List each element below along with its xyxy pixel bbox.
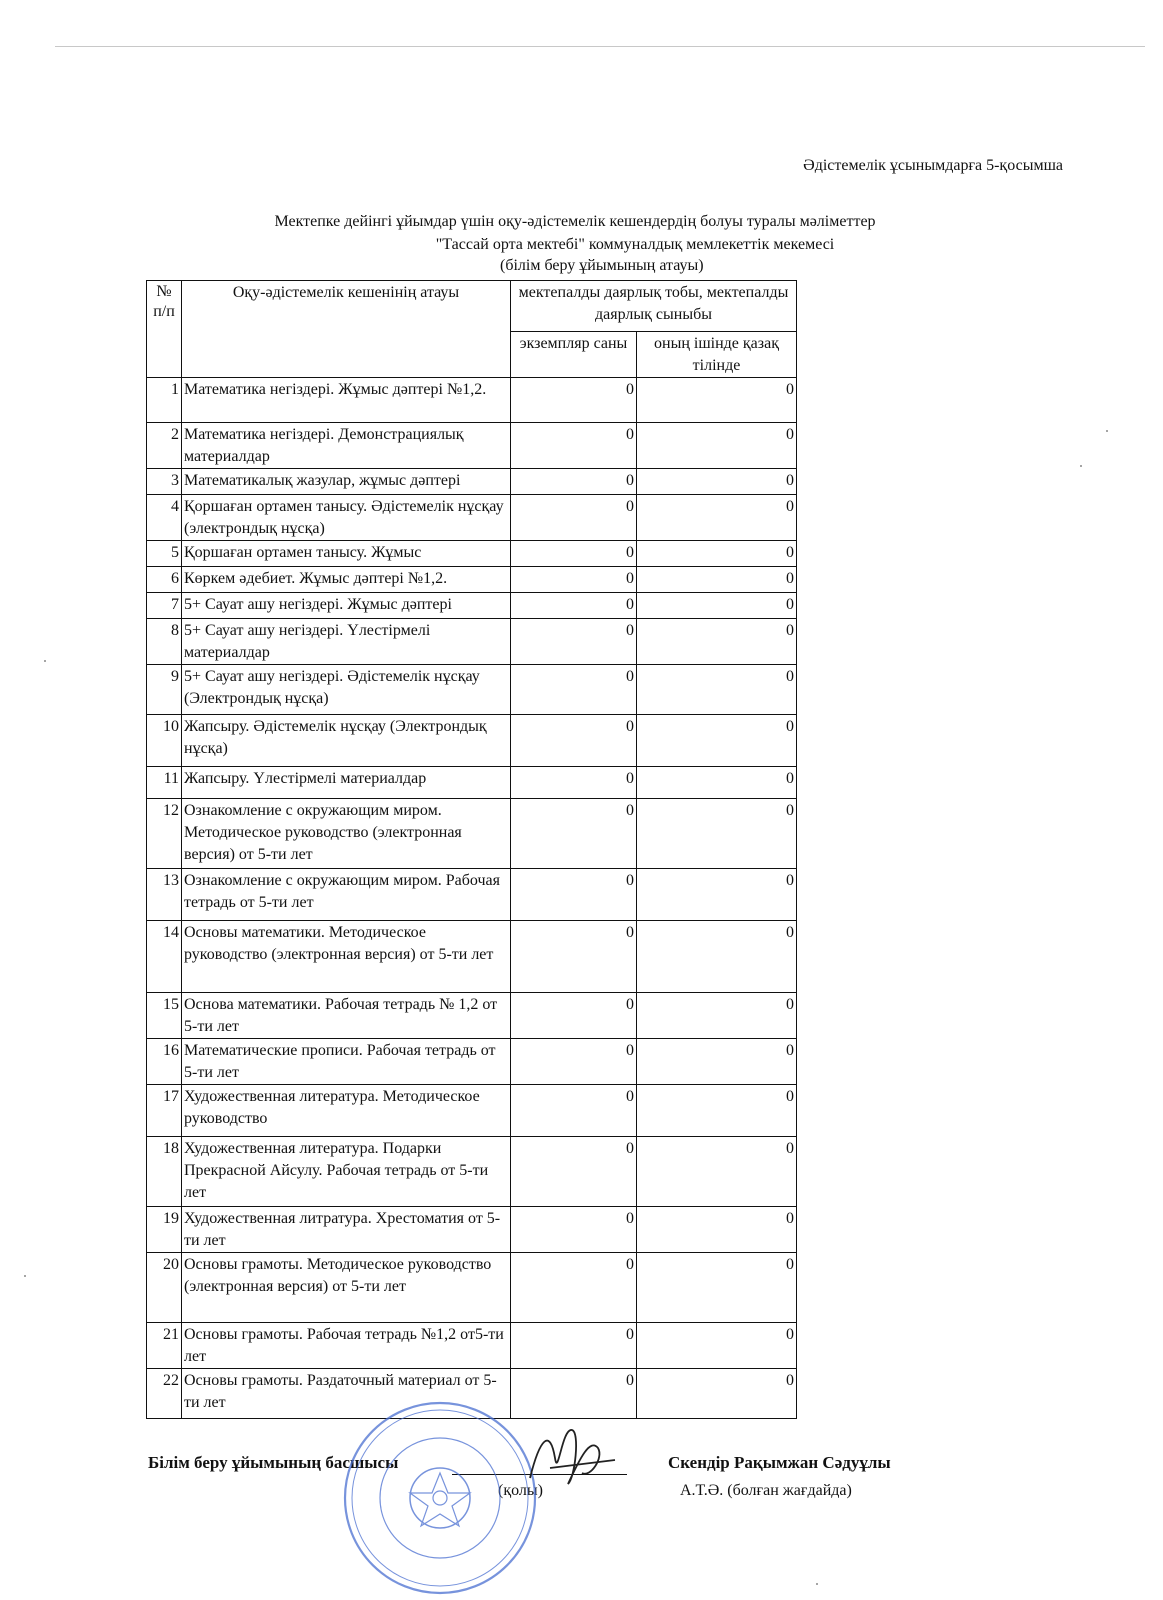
scan-speck bbox=[24, 1275, 26, 1277]
material-name: Основы грамоты. Рабочая тетрадь №1,2 от5-ти лет bbox=[182, 1323, 511, 1369]
material-name: Математикалық жазулар, жұмыс дәптері bbox=[182, 469, 511, 495]
kazakh-count: 0 bbox=[637, 767, 797, 799]
copies-count: 0 bbox=[511, 1085, 637, 1137]
scan-speck bbox=[1080, 465, 1082, 467]
kazakh-count: 0 bbox=[637, 1253, 797, 1323]
kazakh-count: 0 bbox=[637, 378, 797, 423]
material-name: Математика негіздері. Демонстрациялық материалдар bbox=[182, 423, 511, 469]
copies-count: 0 bbox=[511, 469, 637, 495]
material-name: Ознакомление с окружающим миром. Методическое руководство (электронная версия) от 5-ти лет bbox=[182, 799, 511, 869]
table-row bbox=[147, 1039, 797, 1085]
row-number: 8 bbox=[147, 619, 182, 665]
head-of-organization-label: Білім беру ұйымының басшысы bbox=[148, 1453, 399, 1472]
table-row bbox=[147, 921, 797, 993]
copies-count: 0 bbox=[511, 993, 637, 1039]
copies-count: 0 bbox=[511, 1039, 637, 1085]
table-row bbox=[147, 767, 797, 799]
copies-count: 0 bbox=[511, 715, 637, 767]
copies-count: 0 bbox=[511, 423, 637, 469]
material-name: 5+ Сауат ашу негіздері. Әдістемелік нұсқау (Электрондық нұсқа) bbox=[182, 665, 511, 715]
title-line-2: "Тассай орта мектебі" коммуналдық мемлекеттік мекемесі bbox=[435, 236, 835, 253]
material-name: Художественная литература. Методическое руководство bbox=[182, 1085, 511, 1137]
table-row bbox=[147, 1207, 797, 1253]
table-row bbox=[147, 378, 797, 423]
table-row bbox=[147, 1323, 797, 1369]
row-number: 6 bbox=[147, 567, 182, 593]
scan-speck bbox=[1106, 430, 1108, 432]
row-number: 19 bbox=[147, 1207, 182, 1253]
copies-count: 0 bbox=[511, 799, 637, 869]
table-row bbox=[147, 619, 797, 665]
table-row bbox=[147, 1137, 797, 1207]
kazakh-count: 0 bbox=[637, 541, 797, 567]
row-number: 5 bbox=[147, 541, 182, 567]
table-row bbox=[147, 541, 797, 567]
copies-count: 0 bbox=[511, 541, 637, 567]
row-number: 16 bbox=[147, 1039, 182, 1085]
material-name: Математические прописи. Рабочая тетрадь от 5-ти лет bbox=[182, 1039, 511, 1085]
copies-count: 0 bbox=[511, 567, 637, 593]
material-name: Қоршаған ортамен танысу. Жұмыс bbox=[182, 541, 511, 567]
handwritten-signature bbox=[520, 1418, 620, 1498]
material-name: Основы грамоты. Методическое руководство (электронная версия) от 5-ти лет bbox=[182, 1253, 511, 1323]
column-header-number: № п/п bbox=[147, 281, 182, 378]
kazakh-count: 0 bbox=[637, 715, 797, 767]
row-number: 13 bbox=[147, 869, 182, 921]
scan-speck bbox=[816, 1583, 818, 1585]
material-name: Математика негіздері. Жұмыс дәптері №1,2. bbox=[182, 378, 511, 423]
copies-count: 0 bbox=[511, 767, 637, 799]
copies-count: 0 bbox=[511, 921, 637, 993]
copies-count: 0 bbox=[511, 1323, 637, 1369]
row-number: 20 bbox=[147, 1253, 182, 1323]
row-number: 14 bbox=[147, 921, 182, 993]
table-row bbox=[147, 593, 797, 619]
kazakh-count: 0 bbox=[637, 1039, 797, 1085]
copies-count: 0 bbox=[511, 619, 637, 665]
copies-count: 0 bbox=[511, 378, 637, 423]
kazakh-count: 0 bbox=[637, 423, 797, 469]
table-row bbox=[147, 665, 797, 715]
copies-count: 0 bbox=[511, 1207, 637, 1253]
kazakh-count: 0 bbox=[637, 1085, 797, 1137]
table-row bbox=[147, 1085, 797, 1137]
material-name: Жапсыру. Әдістемелік нұсқау (Электрондық нұсқа) bbox=[182, 715, 511, 767]
kazakh-count: 0 bbox=[637, 619, 797, 665]
material-name: Основа математики. Рабочая тетрадь № 1,2 от 5-ти лет bbox=[182, 993, 511, 1039]
material-name: Основы математики. Методическое руководство (электронная версия) от 5-ти лет bbox=[182, 921, 511, 993]
material-name: 5+ Сауат ашу негіздері. Жұмыс дәптері bbox=[182, 593, 511, 619]
textbook-table bbox=[146, 280, 797, 1419]
kazakh-count: 0 bbox=[637, 469, 797, 495]
copies-count: 0 bbox=[511, 869, 637, 921]
copies-count: 0 bbox=[511, 1253, 637, 1323]
title-line-1: Мектепке дейінгі ұйымдар үшін оқу-әдістемелік кешендердің болуы туралы мәліметтер bbox=[274, 213, 876, 230]
table-row bbox=[147, 495, 797, 541]
row-number: 15 bbox=[147, 993, 182, 1039]
material-name: Көркем әдебиет. Жұмыс дәптері №1,2. bbox=[182, 567, 511, 593]
document-title bbox=[145, 210, 1005, 256]
kazakh-count: 0 bbox=[637, 665, 797, 715]
copies-count: 0 bbox=[511, 495, 637, 541]
organization-note: (білім беру ұйымының атауы) bbox=[500, 257, 704, 274]
kazakh-count: 0 bbox=[637, 993, 797, 1039]
kazakh-count: 0 bbox=[637, 869, 797, 921]
kazakh-count: 0 bbox=[637, 799, 797, 869]
kazakh-count: 0 bbox=[637, 567, 797, 593]
kazakh-count: 0 bbox=[637, 495, 797, 541]
head-name: Скендір Рақымжан Сәдуұлы bbox=[668, 1453, 891, 1472]
copies-count: 0 bbox=[511, 1137, 637, 1207]
row-number: 11 bbox=[147, 767, 182, 799]
column-header-copies: экземпляр саны bbox=[511, 332, 637, 378]
table-row bbox=[147, 715, 797, 767]
row-number: 10 bbox=[147, 715, 182, 767]
row-number: 4 bbox=[147, 495, 182, 541]
material-name: Художественная литература. Подарки Прекрасной Айсулу. Рабочая тетрадь от 5-ти лет bbox=[182, 1137, 511, 1207]
material-name: Художественная литратура. Хрестоматия от 5-ти лет bbox=[182, 1207, 511, 1253]
scan-speck bbox=[44, 660, 46, 662]
table-row bbox=[147, 423, 797, 469]
name-note: А.Т.Ә. (болған жағдайда) bbox=[680, 1482, 852, 1499]
signature-label: (қолы) bbox=[498, 1482, 543, 1499]
copies-count: 0 bbox=[511, 665, 637, 715]
material-name: Основы грамоты. Раздаточный материал от 5-ти лет bbox=[182, 1369, 511, 1419]
material-name: Ознакомление с окружающим миром. Рабочая тетрадь от 5-ти лет bbox=[182, 869, 511, 921]
copies-count: 0 bbox=[511, 593, 637, 619]
material-name: 5+ Сауат ашу негіздері. Үлестірмелі материалдар bbox=[182, 619, 511, 665]
row-number: 18 bbox=[147, 1137, 182, 1207]
row-number: 2 bbox=[147, 423, 182, 469]
kazakh-count: 0 bbox=[637, 593, 797, 619]
row-number: 3 bbox=[147, 469, 182, 495]
column-header-group: мектепалды даярлық тобы, мектепалды даярлық сыныбы bbox=[511, 281, 797, 332]
row-number: 21 bbox=[147, 1323, 182, 1369]
copies-count: 0 bbox=[511, 1369, 637, 1419]
table-row bbox=[147, 469, 797, 495]
material-name: Жапсыру. Үлестірмелі материалдар bbox=[182, 767, 511, 799]
kazakh-count: 0 bbox=[637, 1137, 797, 1207]
row-number: 17 bbox=[147, 1085, 182, 1137]
scan-edge-line bbox=[55, 46, 1145, 47]
table-row bbox=[147, 799, 797, 869]
table-row bbox=[147, 1253, 797, 1323]
kazakh-count: 0 bbox=[637, 1369, 797, 1419]
table-row bbox=[147, 869, 797, 921]
row-number: 1 bbox=[147, 378, 182, 423]
column-header-name: Оқу-әдістемелік кешенінің атауы bbox=[182, 281, 511, 378]
kazakh-count: 0 bbox=[637, 1323, 797, 1369]
row-number: 9 bbox=[147, 665, 182, 715]
row-number: 12 bbox=[147, 799, 182, 869]
kazakh-count: 0 bbox=[637, 921, 797, 993]
kazakh-count: 0 bbox=[637, 1207, 797, 1253]
material-name: Қоршаған ортамен танысу. Әдістемелік нұсқау (электрондық нұсқа) bbox=[182, 495, 511, 541]
row-number: 22 bbox=[147, 1369, 182, 1419]
row-number: 7 bbox=[147, 593, 182, 619]
table-row bbox=[147, 993, 797, 1039]
table-row bbox=[147, 567, 797, 593]
column-header-kazakh: оның ішінде қазақ тілінде bbox=[637, 332, 797, 378]
appendix-label: Әдістемелік ұсынымдарға 5-қосымша bbox=[803, 157, 1063, 174]
